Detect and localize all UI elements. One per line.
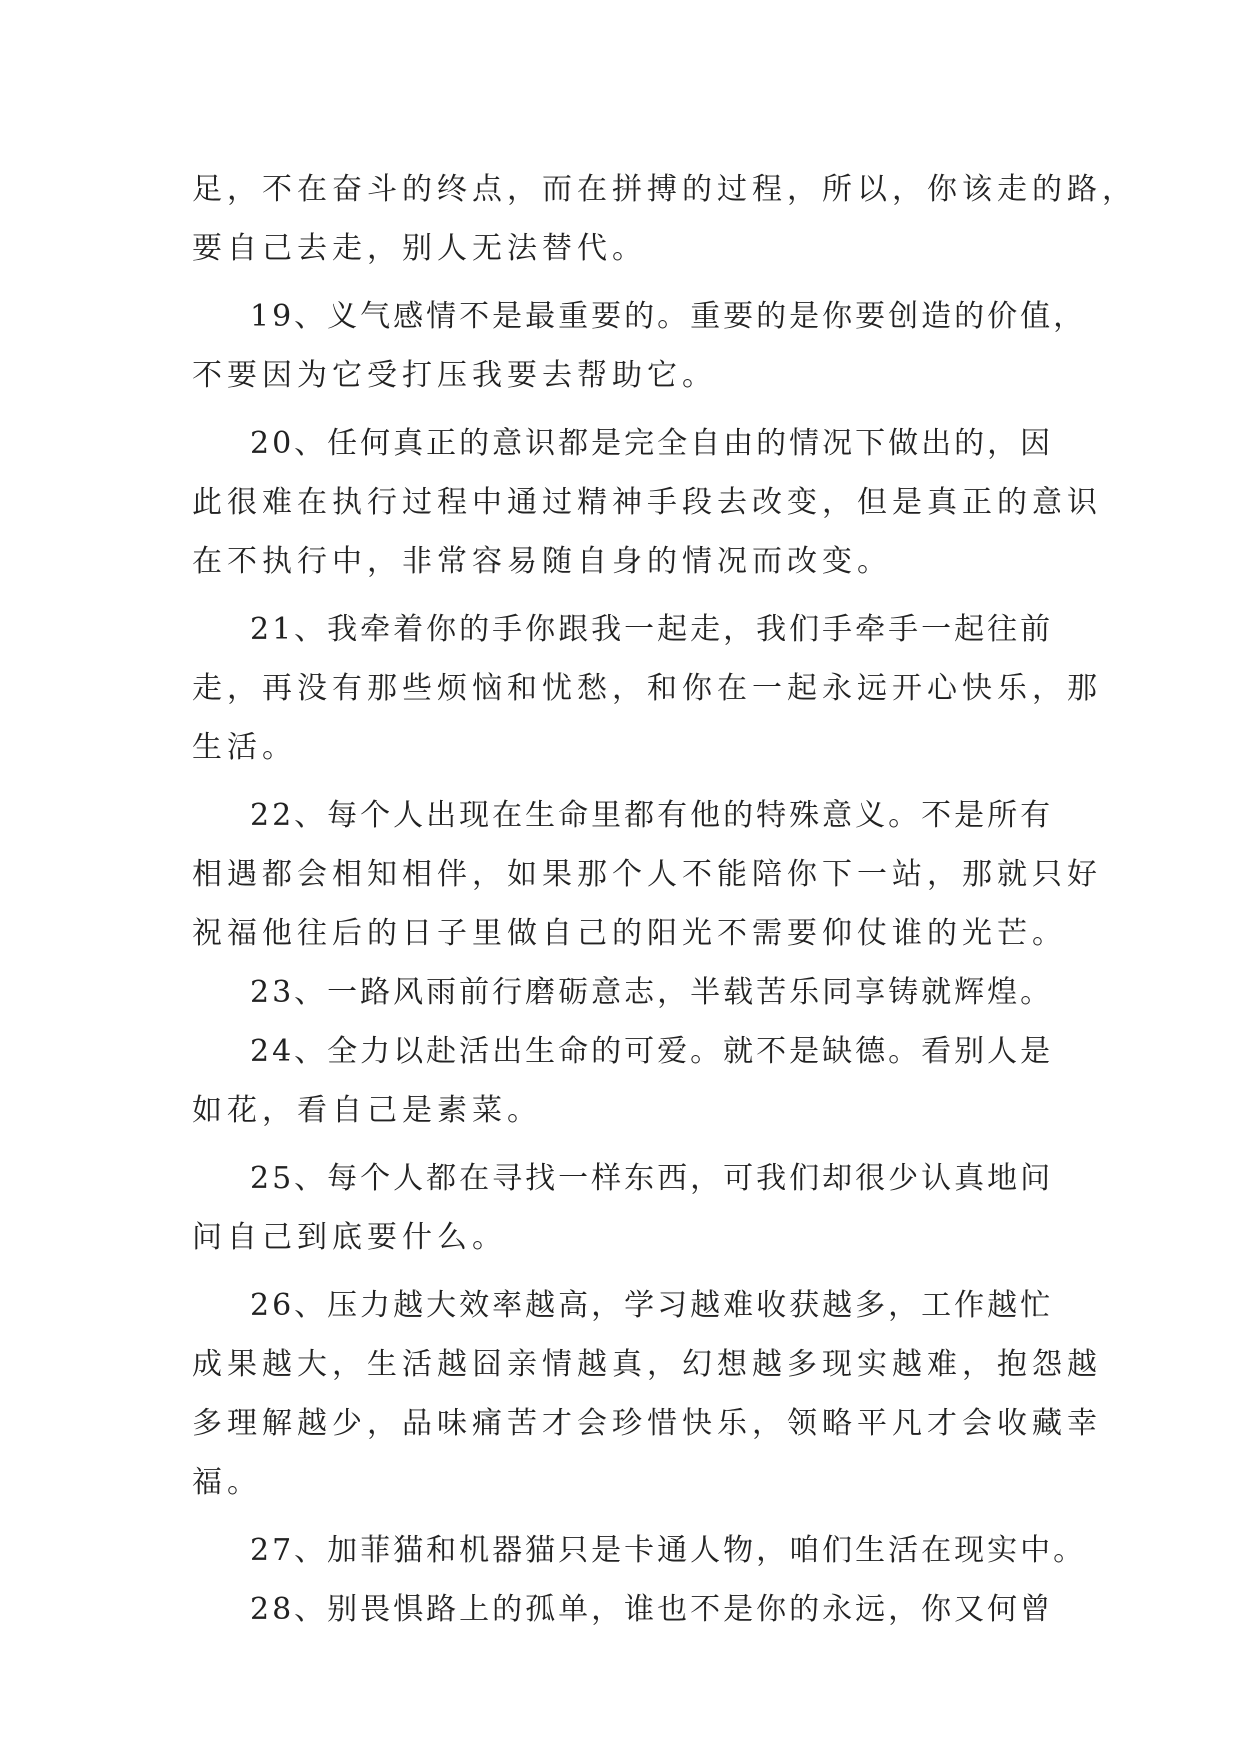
text-line: 此很难在执行过程中通过精神手段去改变，但是真正的意识: [192, 485, 1102, 520]
text-line: 21、我牵着你的手你跟我一起走，我们手牵手一起往前: [250, 612, 1054, 647]
paragraph-18-continued: [192, 160, 1137, 278]
text-line: 不要因为它受打压我要去帮助它。: [192, 358, 717, 393]
text-line: 福。: [192, 1465, 262, 1500]
text-line: 20、任何真正的意识都是完全自由的情况下做出的，因: [250, 426, 1054, 461]
text-line: 相遇都会相知相伴，如果那个人不能陪你下一站，那就只好: [192, 857, 1102, 892]
text-line: 问自己到底要什么。: [192, 1220, 507, 1255]
text-line: 祝福他往后的日子里做自己的阳光不需要仰仗谁的光芒。: [192, 916, 1067, 951]
paragraph-28: [192, 1580, 1062, 1639]
text-line: 生活。: [192, 730, 297, 765]
text-line: 19、义气感情不是最重要的。重要的是你要创造的价值，: [250, 299, 1087, 334]
paragraph-21: [192, 600, 1102, 777]
text-line: 22、每个人出现在生命里都有他的特殊意义。不是所有: [250, 798, 1054, 833]
paragraph-19: [192, 287, 1087, 405]
text-line: 24、全力以赴活出生命的可爱。就不是缺德。看别人是: [250, 1034, 1054, 1069]
paragraph-20: [192, 414, 1102, 591]
text-line: 成果越大，生活越囧亲情越真，幻想越多现实越难，抱怨越: [192, 1347, 1102, 1382]
document-body: [192, 160, 1137, 1639]
paragraph-24: [192, 1022, 1062, 1140]
text-line: 多理解越少，品味痛苦才会珍惜快乐，领略平凡才会收藏幸: [192, 1406, 1102, 1441]
text-line: 28、别畏惧路上的孤单，谁也不是你的永远，你又何曾: [250, 1592, 1054, 1627]
paragraph-26: [192, 1276, 1102, 1512]
text-line: 26、压力越大效率越高，学习越难收获越多，工作越忙: [250, 1288, 1054, 1323]
paragraph-25: [192, 1149, 1062, 1267]
paragraph-22: [192, 786, 1102, 963]
text-line: 要自己去走，别人无法替代。: [192, 231, 647, 266]
text-line: 在不执行中，非常容易随自身的情况而改变。: [192, 544, 892, 579]
paragraph-27: [192, 1521, 1087, 1580]
paragraph-23: [192, 963, 1062, 1022]
text-line: 23、一路风雨前行磨砺意志，半载苦乐同享铸就辉煌。: [250, 975, 1054, 1010]
text-line: 足，不在奋斗的终点，而在拼搏的过程，所以，你该走的路，: [192, 172, 1137, 207]
text-line: 走，再没有那些烦恼和忧愁，和你在一起永远开心快乐，那: [192, 671, 1102, 706]
text-line: 25、每个人都在寻找一样东西，可我们却很少认真地问: [250, 1161, 1054, 1196]
text-line: 27、加菲猫和机器猫只是卡通人物，咱们生活在现实中。: [250, 1533, 1087, 1568]
text-line: 如花，看自己是素菜。: [192, 1093, 542, 1128]
